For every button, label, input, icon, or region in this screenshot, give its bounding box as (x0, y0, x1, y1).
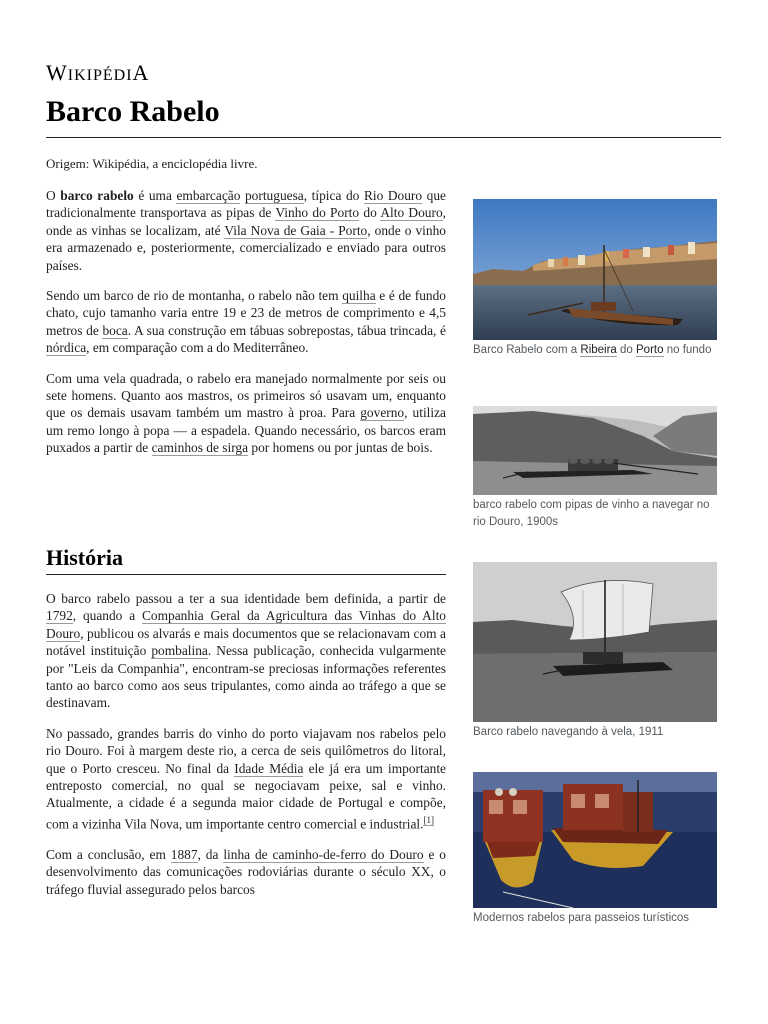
historia-paragraph-1: O barco rabelo passou a ter a sua identidade bem definida, a partir de 1792, quando a Companhia Geral da Agricultura das Vinhas do Alto Douro, publicou os alvarás e mais documentos que se relacionavam com a notável instituição pombalina. Nessa publicação, conhecida vulgarmente por "Leis da Companhia", encontram-se preciosas informações referentes tanto ao barco como aos seus tripulantes, como ainda ao tráfego a que se destinavam. (46, 591, 446, 711)
logo-letter: W (46, 60, 68, 85)
link-companhia-geral[interactable]: Companhia Geral da Agricultura das Vinhas do Alto Douro (46, 608, 446, 641)
intro-section (46, 187, 446, 470)
link-nordica[interactable]: nórdica (46, 340, 87, 356)
title-divider (46, 137, 721, 138)
photo-rabelo-vela[interactable] (473, 562, 717, 722)
photo-rabelo-ribeira[interactable] (473, 199, 717, 340)
intro-paragraph-3: Com uma vela quadrada, o rabelo era manejado normalmente por seis ou sete homens. Quanto aos mastros, os primeiros só usavam um, enquanto que os demais usavam também um mastro à proa. Para governo, utiliza um remo longo à popa — a espadela. Quando necessário, os barcos eram puxados a partir de caminhos de sirga por homens ou por juntas de bois. (46, 370, 446, 456)
section-divider (46, 574, 446, 575)
figure-2 (473, 406, 717, 531)
page-title: Barco Rabelo (46, 95, 220, 128)
photo-rabelo-pipas[interactable] (473, 406, 717, 495)
photo-rabelos-modernos[interactable] (473, 772, 717, 908)
wikipedia-logo[interactable] (46, 60, 149, 86)
link-governo[interactable]: governo (360, 405, 405, 421)
figure-4 (473, 772, 717, 927)
intro-paragraph-2: Sendo um barco de rio de montanha, o rabelo não tem quilha e é de fundo chato, cujo tamanho varia entre 19 e 23 de metros de comprimento e 4,5 metros de boca. A sua construção em tábuas sobrepostas, tábua trincada, é nórdica, em comparação com a do Mediterrâneo. (46, 288, 446, 356)
link-embarcacao[interactable]: embarcação (176, 188, 241, 203)
link-portuguesa[interactable]: portuguesa (244, 188, 304, 203)
figure-1 (473, 199, 717, 359)
link-linha-douro[interactable]: linha de caminho-de-ferro do Douro (223, 846, 424, 862)
link-caminhos-de-sirga[interactable]: caminhos de sirga (151, 440, 249, 456)
link-vinho-do-porto[interactable]: Vinho do Porto (275, 205, 360, 221)
historia-paragraph-3: Com a conclusão, em 1887, da linha de caminho-de-ferro do Douro e o desenvolvimento das comunicações rodoviárias durante o século XX, o tráfego fluvial assegurado pelos barcos (46, 846, 446, 897)
figure-2-caption: barco rabelo com pipas de vinho a navegar no rio Douro, 1900s (473, 499, 710, 528)
figure-4-caption: Modernos rabelos para passeios turísticos (473, 912, 690, 924)
historia-section (46, 590, 446, 911)
reference-link[interactable]: [1] (423, 814, 434, 825)
link-ribeira[interactable]: Ribeira (580, 344, 617, 356)
link-alto-douro[interactable]: Alto Douro (380, 205, 443, 221)
link-1792[interactable]: 1792 (46, 608, 73, 624)
origin-note: Origem: Wikipédia, a enciclopédia livre. (46, 156, 258, 171)
bold-term: barco rabelo (60, 188, 134, 203)
figure-1-caption: Barco Rabelo com a Ribeira do Porto no fundo (473, 344, 712, 356)
logo-letter-end: A (132, 60, 150, 85)
link-idade-media[interactable]: Idade Média (234, 760, 304, 776)
intro-paragraph-1: O barco rabelo é uma embarcação portuguesa, típica do Rio Douro que tradicionalmente transportava as pipas de Vinho do Porto do Alto Douro, onde as vinhas se localizam, até Vila Nova de Gaia - Porto, onde o vinho era armazenado e, posteriormente, comercializado e enviado para outros países. (46, 188, 446, 273)
link-boca[interactable]: boca (102, 322, 128, 338)
link-quilha[interactable]: quilha (342, 288, 376, 304)
link-1887[interactable]: 1887 (170, 846, 198, 862)
link-rio-douro[interactable]: Rio Douro (363, 188, 423, 203)
link-porto[interactable]: Porto (636, 344, 664, 356)
logo-letters: IKIPÉDI (67, 67, 133, 84)
figure-3 (473, 562, 717, 741)
link-pombalina[interactable]: pombalina (151, 643, 208, 659)
link-vila-nova-de-gaia[interactable]: Vila Nova de Gaia - Porto (224, 222, 368, 238)
section-heading-historia: História (46, 545, 123, 570)
historia-paragraph-2: No passado, grandes barris do vinho do porto viajavam nos rabelos pelo rio Douro. Foi à margem deste rio, a cerca de seis quilômetros do litoral, que o Porto cresceu. No final da Idade Média ele já era um importante entreposto comercial, no qual se negociavam peixe, sal e vinho. Atualmente, a cidade é a segunda maior cidade de Portugal e compõe, com a vizinha Vila Nova, um importante centro comercial e industrial.[1] (46, 725, 446, 832)
figure-3-caption: Barco rabelo navegando à vela, 1911 (473, 726, 664, 738)
